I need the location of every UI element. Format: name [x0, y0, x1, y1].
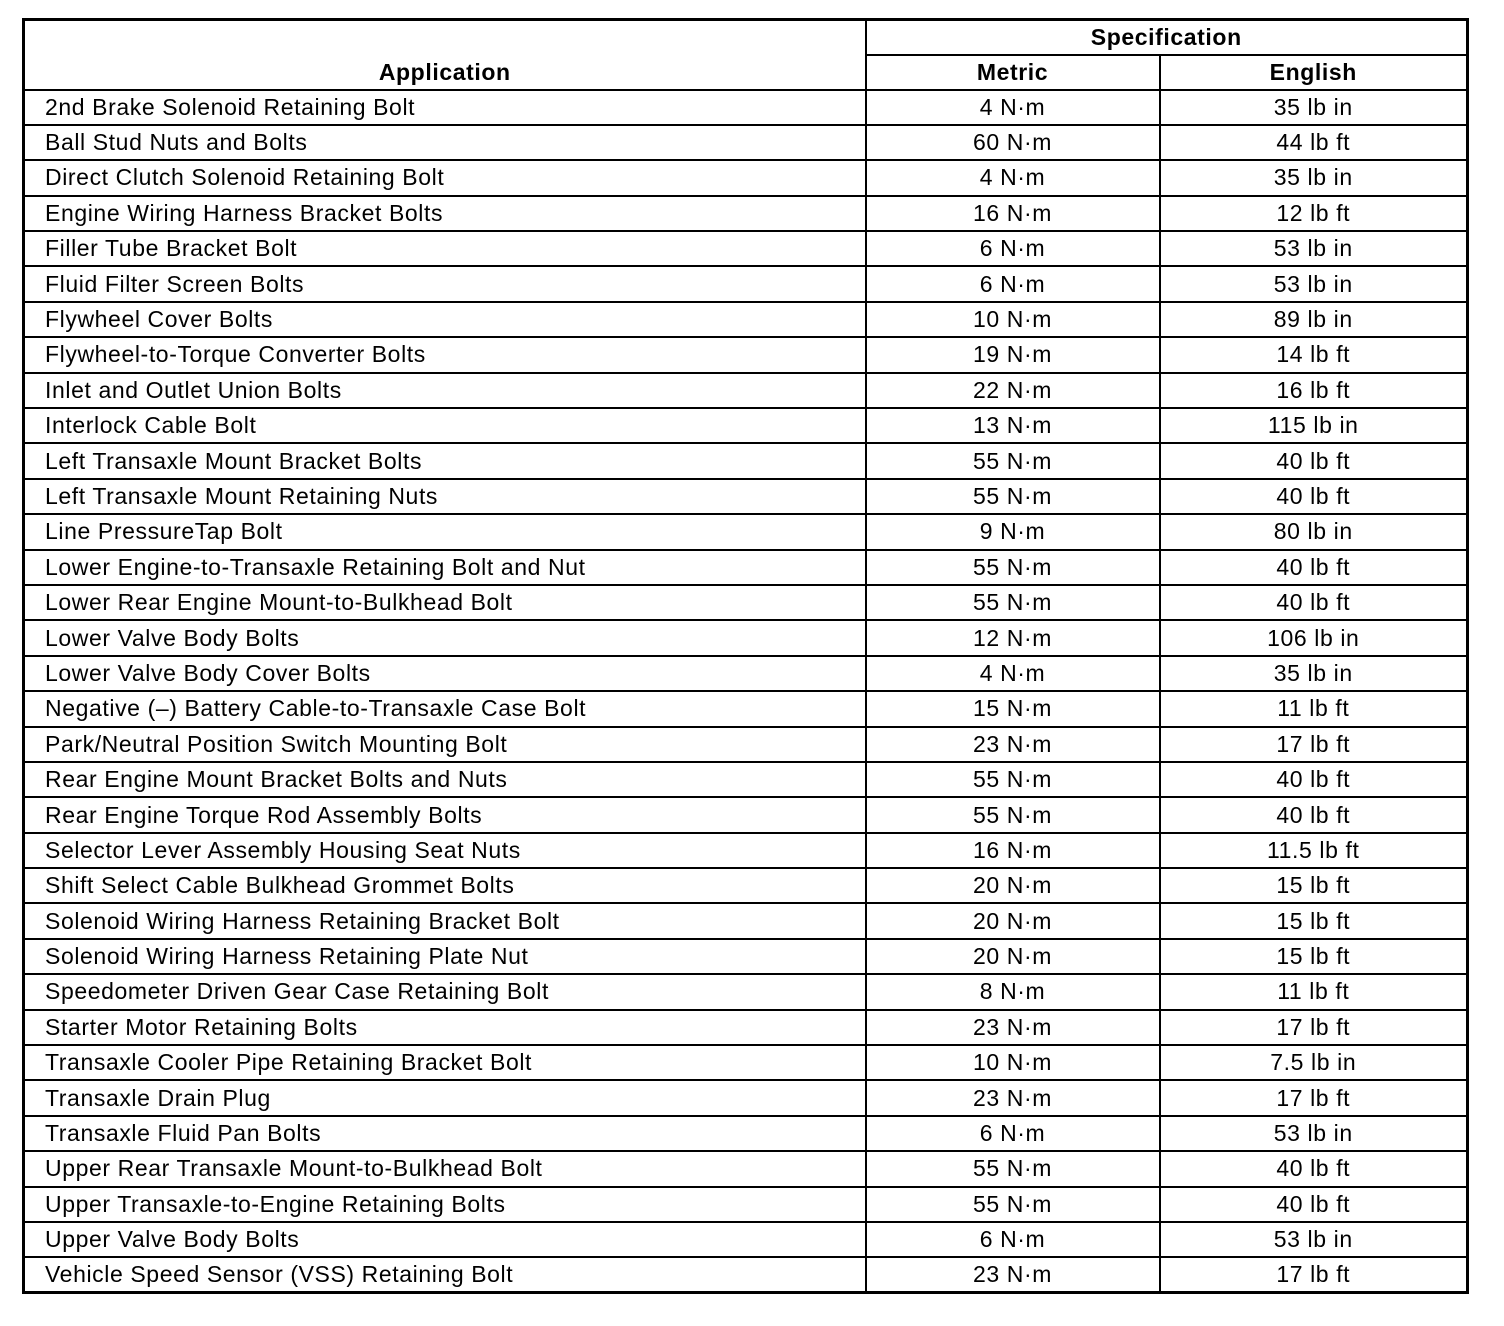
- table-row: [24, 1151, 1468, 1186]
- english-value-cell: 17 lb ft: [1160, 1010, 1468, 1045]
- application-cell: Transaxle Cooler Pipe Retaining Bracket Bolt: [24, 1045, 866, 1080]
- table-row: [24, 1222, 1468, 1257]
- english-value-cell: 40 lb ft: [1160, 1187, 1468, 1222]
- english-value-cell: 106 lb in: [1160, 620, 1468, 655]
- application-cell: Inlet and Outlet Union Bolts: [24, 373, 866, 408]
- table-row: [24, 337, 1468, 372]
- table-row: [24, 620, 1468, 655]
- metric-value-cell: 8 N·m: [866, 974, 1160, 1009]
- english-value-cell: 35 lb in: [1160, 90, 1468, 125]
- metric-value-cell: 4 N·m: [866, 160, 1160, 195]
- english-value-cell: 35 lb in: [1160, 160, 1468, 195]
- application-cell: Flywheel-to-Torque Converter Bolts: [24, 337, 866, 372]
- table-row: [24, 231, 1468, 266]
- application-cell: Filler Tube Bracket Bolt: [24, 231, 866, 266]
- table-header: [24, 20, 1468, 90]
- fastener-torque-specifications-table: [22, 18, 1469, 1294]
- metric-value-cell: 60 N·m: [866, 125, 1160, 160]
- table-row: [24, 1257, 1468, 1292]
- table-row: [24, 974, 1468, 1009]
- table-row: [24, 160, 1468, 195]
- metric-value-cell: 4 N·m: [866, 90, 1160, 125]
- english-column-header: English: [1160, 55, 1468, 90]
- application-cell: Transaxle Drain Plug: [24, 1080, 866, 1115]
- header-row-top: [24, 20, 1468, 55]
- metric-value-cell: 20 N·m: [866, 868, 1160, 903]
- application-cell: Negative (–) Battery Cable-to-Transaxle Case Bolt: [24, 691, 866, 726]
- metric-value-cell: 55 N·m: [866, 762, 1160, 797]
- english-value-cell: 53 lb in: [1160, 1222, 1468, 1257]
- application-cell: Lower Engine-to-Transaxle Retaining Bolt and Nut: [24, 550, 866, 585]
- table-row: [24, 125, 1468, 160]
- table-row: [24, 550, 1468, 585]
- table-row: [24, 1187, 1468, 1222]
- table-body: [24, 90, 1468, 1293]
- metric-value-cell: 20 N·m: [866, 939, 1160, 974]
- table-row: [24, 373, 1468, 408]
- english-value-cell: 53 lb in: [1160, 231, 1468, 266]
- metric-value-cell: 16 N·m: [866, 833, 1160, 868]
- english-value-cell: 17 lb ft: [1160, 727, 1468, 762]
- english-value-cell: 80 lb in: [1160, 514, 1468, 549]
- application-cell: Lower Valve Body Cover Bolts: [24, 656, 866, 691]
- application-cell: Upper Rear Transaxle Mount-to-Bulkhead Bolt: [24, 1151, 866, 1186]
- table-row: [24, 1116, 1468, 1151]
- metric-value-cell: 15 N·m: [866, 691, 1160, 726]
- metric-value-cell: 55 N·m: [866, 585, 1160, 620]
- english-value-cell: 11.5 lb ft: [1160, 833, 1468, 868]
- english-value-cell: 14 lb ft: [1160, 337, 1468, 372]
- application-cell: Engine Wiring Harness Bracket Bolts: [24, 196, 866, 231]
- english-value-cell: 15 lb ft: [1160, 868, 1468, 903]
- english-value-cell: 16 lb ft: [1160, 373, 1468, 408]
- metric-value-cell: 23 N·m: [866, 1010, 1160, 1045]
- table-row: [24, 408, 1468, 443]
- application-cell: Direct Clutch Solenoid Retaining Bolt: [24, 160, 866, 195]
- application-cell: Left Transaxle Mount Retaining Nuts: [24, 479, 866, 514]
- table-row: [24, 868, 1468, 903]
- metric-value-cell: 10 N·m: [866, 302, 1160, 337]
- application-cell: Lower Valve Body Bolts: [24, 620, 866, 655]
- application-cell: Speedometer Driven Gear Case Retaining Bolt: [24, 974, 866, 1009]
- metric-value-cell: 23 N·m: [866, 1257, 1160, 1292]
- metric-value-cell: 19 N·m: [866, 337, 1160, 372]
- table-row: [24, 585, 1468, 620]
- english-value-cell: 40 lb ft: [1160, 762, 1468, 797]
- english-value-cell: 53 lb in: [1160, 266, 1468, 301]
- application-cell: Solenoid Wiring Harness Retaining Bracket Bolt: [24, 903, 866, 938]
- application-cell: Line PressureTap Bolt: [24, 514, 866, 549]
- table-row: [24, 479, 1468, 514]
- english-value-cell: 12 lb ft: [1160, 196, 1468, 231]
- metric-value-cell: 55 N·m: [866, 550, 1160, 585]
- table-row: [24, 196, 1468, 231]
- metric-value-cell: 55 N·m: [866, 1151, 1160, 1186]
- metric-value-cell: 23 N·m: [866, 727, 1160, 762]
- table-row: [24, 727, 1468, 762]
- english-value-cell: 11 lb ft: [1160, 974, 1468, 1009]
- metric-value-cell: 55 N·m: [866, 443, 1160, 478]
- metric-value-cell: 10 N·m: [866, 1045, 1160, 1080]
- application-cell: Park/Neutral Position Switch Mounting Bolt: [24, 727, 866, 762]
- english-value-cell: 40 lb ft: [1160, 443, 1468, 478]
- metric-value-cell: 13 N·m: [866, 408, 1160, 443]
- table-row: [24, 1045, 1468, 1080]
- metric-value-cell: 55 N·m: [866, 479, 1160, 514]
- metric-value-cell: 20 N·m: [866, 903, 1160, 938]
- application-cell: Vehicle Speed Sensor (VSS) Retaining Bolt: [24, 1257, 866, 1292]
- table-row: [24, 762, 1468, 797]
- metric-value-cell: 23 N·m: [866, 1080, 1160, 1115]
- table-row: [24, 266, 1468, 301]
- english-value-cell: 40 lb ft: [1160, 585, 1468, 620]
- english-value-cell: 89 lb in: [1160, 302, 1468, 337]
- table-row: [24, 939, 1468, 974]
- metric-value-cell: 55 N·m: [866, 797, 1160, 832]
- application-cell: Upper Valve Body Bolts: [24, 1222, 866, 1257]
- metric-value-cell: 6 N·m: [866, 1116, 1160, 1151]
- application-cell: Rear Engine Torque Rod Assembly Bolts: [24, 797, 866, 832]
- application-cell: 2nd Brake Solenoid Retaining Bolt: [24, 90, 866, 125]
- english-value-cell: 15 lb ft: [1160, 903, 1468, 938]
- application-cell: Starter Motor Retaining Bolts: [24, 1010, 866, 1045]
- table-row: [24, 797, 1468, 832]
- english-value-cell: 115 lb in: [1160, 408, 1468, 443]
- application-cell: Transaxle Fluid Pan Bolts: [24, 1116, 866, 1151]
- english-value-cell: 40 lb ft: [1160, 479, 1468, 514]
- table-row: [24, 1080, 1468, 1115]
- metric-column-header: Metric: [866, 55, 1160, 90]
- english-value-cell: 53 lb in: [1160, 1116, 1468, 1151]
- application-cell: Shift Select Cable Bulkhead Grommet Bolts: [24, 868, 866, 903]
- table-row: [24, 443, 1468, 478]
- english-value-cell: 40 lb ft: [1160, 550, 1468, 585]
- table-row: [24, 833, 1468, 868]
- metric-value-cell: 6 N·m: [866, 231, 1160, 266]
- application-cell: Fluid Filter Screen Bolts: [24, 266, 866, 301]
- application-cell: Selector Lever Assembly Housing Seat Nuts: [24, 833, 866, 868]
- metric-value-cell: 9 N·m: [866, 514, 1160, 549]
- table-row: [24, 656, 1468, 691]
- metric-value-cell: 4 N·m: [866, 656, 1160, 691]
- english-value-cell: 11 lb ft: [1160, 691, 1468, 726]
- application-cell: Upper Transaxle-to-Engine Retaining Bolts: [24, 1187, 866, 1222]
- english-value-cell: 35 lb in: [1160, 656, 1468, 691]
- application-cell: Flywheel Cover Bolts: [24, 302, 866, 337]
- english-value-cell: 17 lb ft: [1160, 1080, 1468, 1115]
- english-value-cell: 15 lb ft: [1160, 939, 1468, 974]
- application-cell: Solenoid Wiring Harness Retaining Plate Nut: [24, 939, 866, 974]
- english-value-cell: 40 lb ft: [1160, 797, 1468, 832]
- application-cell: Interlock Cable Bolt: [24, 408, 866, 443]
- metric-value-cell: 12 N·m: [866, 620, 1160, 655]
- application-cell: Left Transaxle Mount Bracket Bolts: [24, 443, 866, 478]
- metric-value-cell: 6 N·m: [866, 266, 1160, 301]
- metric-value-cell: 55 N·m: [866, 1187, 1160, 1222]
- metric-value-cell: 22 N·m: [866, 373, 1160, 408]
- application-cell: Rear Engine Mount Bracket Bolts and Nuts: [24, 762, 866, 797]
- application-cell: Lower Rear Engine Mount-to-Bulkhead Bolt: [24, 585, 866, 620]
- table-row: [24, 302, 1468, 337]
- table-row: [24, 1010, 1468, 1045]
- english-value-cell: 7.5 lb in: [1160, 1045, 1468, 1080]
- table-row: [24, 691, 1468, 726]
- english-value-cell: 17 lb ft: [1160, 1257, 1468, 1292]
- table-row: [24, 90, 1468, 125]
- english-value-cell: 40 lb ft: [1160, 1151, 1468, 1186]
- metric-value-cell: 6 N·m: [866, 1222, 1160, 1257]
- metric-value-cell: 16 N·m: [866, 196, 1160, 231]
- application-cell: Ball Stud Nuts and Bolts: [24, 125, 866, 160]
- application-column-header: Application: [24, 20, 866, 90]
- table-row: [24, 903, 1468, 938]
- table-row: [24, 514, 1468, 549]
- specification-group-header: Specification: [866, 20, 1468, 55]
- english-value-cell: 44 lb ft: [1160, 125, 1468, 160]
